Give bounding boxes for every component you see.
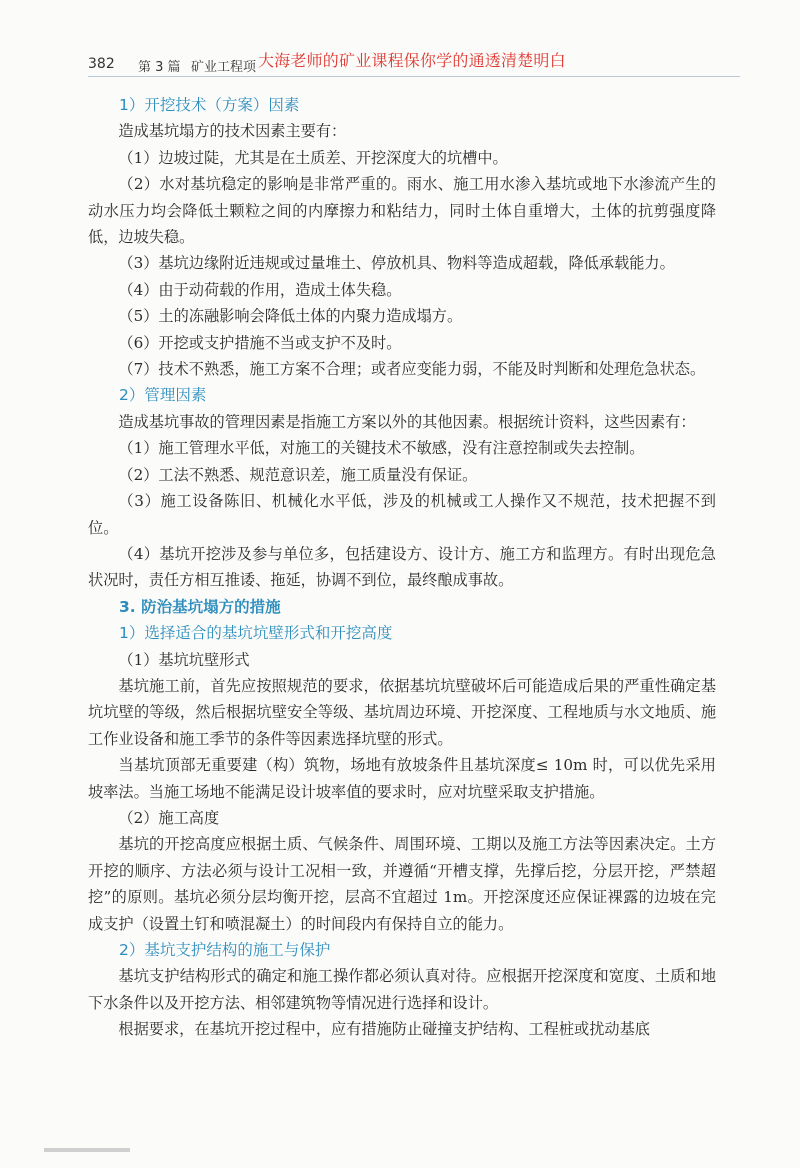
section-heading: 3. 防治基坑塌方的措施 xyxy=(119,597,281,616)
section-heading: 2）管理因素 xyxy=(119,386,207,405)
footer-rule xyxy=(44,1148,130,1152)
body-paragraph: （1）边坡过陡，尤其是在土质差、开挖深度大的坑槽中。 xyxy=(118,148,508,167)
section-heading: 2）基坑支护结构的施工与保护 xyxy=(119,941,331,959)
body-paragraph: 造成基坑事故的管理因素是指施工方案以外的其他因素。根据统计资料，这些因素有： xyxy=(118,412,696,431)
body-paragraph: （3）施工设备陈旧、机械化水平低，涉及的机械或工人操作又不规范，技术把握不到位。 xyxy=(88,492,716,537)
watermark-overlay-text: 大海老师的矿业课程保你学的通透清楚明白 xyxy=(258,51,566,70)
chapter-breadcrumb: 矿业工程项 xyxy=(191,60,257,75)
body-paragraph: （6）开挖或支护措施不当或支护不及时。 xyxy=(118,333,402,352)
part-label: 第 3 篇 xyxy=(138,60,181,75)
body-paragraph: （4）由于动荷载的作用，造成土体失稳。 xyxy=(118,280,402,299)
body-paragraph: 根据要求，在基坑开挖过程中，应有措施防止碰撞支护结构、工程桩或扰动基底 xyxy=(118,1020,650,1039)
body-paragraph: （2）施工高度 xyxy=(118,808,220,827)
running-header xyxy=(88,48,740,77)
body-paragraph: （4）基坑开挖涉及参与单位多，包括建设方、设计方、施工方和监理方。有时出现危急状况时，责任方相互推诿、拖延，协调不到位，最终酿成事故。 xyxy=(88,544,716,590)
body-paragraph: 基坑的开挖高度应根据土质、气候条件、周围环境、工期以及施工方法等因素决定。土方开挖的顺序、方法必须与设计工况相一致，并遵循“开槽支撑，先撑后挖，分层开挖，严禁超挖”的原则。基坑必须分层均衡开挖，层高不宜超过 1m。开挖深度还应保证裸露的边坡在完成支护（设置土钉和喷混凝土）的时间段内有保持自立的能力。 xyxy=(88,835,716,933)
body-paragraph: （1）施工管理水平低，对施工的关键技术不敏感，没有注意控制或失去控制。 xyxy=(118,439,645,458)
body-paragraph: （7）技术不熟悉，施工方案不合理；或者应变能力弱，不能及时判断和处理危急状态。 xyxy=(118,360,706,379)
section-heading: 1）开挖技术（方案）因素 xyxy=(119,96,300,114)
section-heading: 1）选择适合的基坑坑壁形式和开挖高度 xyxy=(119,624,393,643)
body-paragraph: （5）土的冻融影响会降低土体的内聚力造成塌方。 xyxy=(118,307,463,326)
page-body xyxy=(88,92,716,1043)
body-paragraph: 造成基坑塌方的技术因素主要有： xyxy=(118,122,347,141)
body-paragraph: 当基坑顶部无重要建（构）筑物，场地有放坡条件且基坑深度≤ 10m 时，可以优先采用坡率法。当施工场地不能满足设计坡率值的要求时，应对坑壁采取支护措施。 xyxy=(88,756,716,801)
body-paragraph: （1）基坑坑壁形式 xyxy=(118,650,250,669)
body-paragraph: （2）工法不熟悉、规范意识差，施工质量没有保证。 xyxy=(118,465,478,484)
body-paragraph: 基坑支护结构形式的确定和施工操作都必须认真对待。应根据开挖深度和宽度、土质和地下水条件以及开挖方法、相邻建筑物等情况进行选择和设计。 xyxy=(88,967,716,1012)
body-paragraph: 基坑施工前，首先应按照规范的要求，依据基坑坑壁破坏后可能造成后果的严重性确定基坑坑壁的等级，然后根据坑壁安全等级、基坑周边环境、开挖深度、工程地质与水文地质、施工作业设备和施工季节的条件等因素选择坑壁的形式。 xyxy=(88,676,716,748)
page-number: 382 xyxy=(88,56,115,72)
body-paragraph: （2）水对基坑稳定的影响是非常严重的。雨水、施工用水渗入基坑或地下水渗流产生的动水压力均会降低土颗粒之间的内摩擦力和粘结力，同时土体自重增大，土体的抗剪强度降低，边坡失稳。 xyxy=(88,175,716,247)
body-paragraph: （3）基坑边缘附近违规或过量堆土、停放机具、物料等造成超载，降低承载能力。 xyxy=(118,254,675,273)
